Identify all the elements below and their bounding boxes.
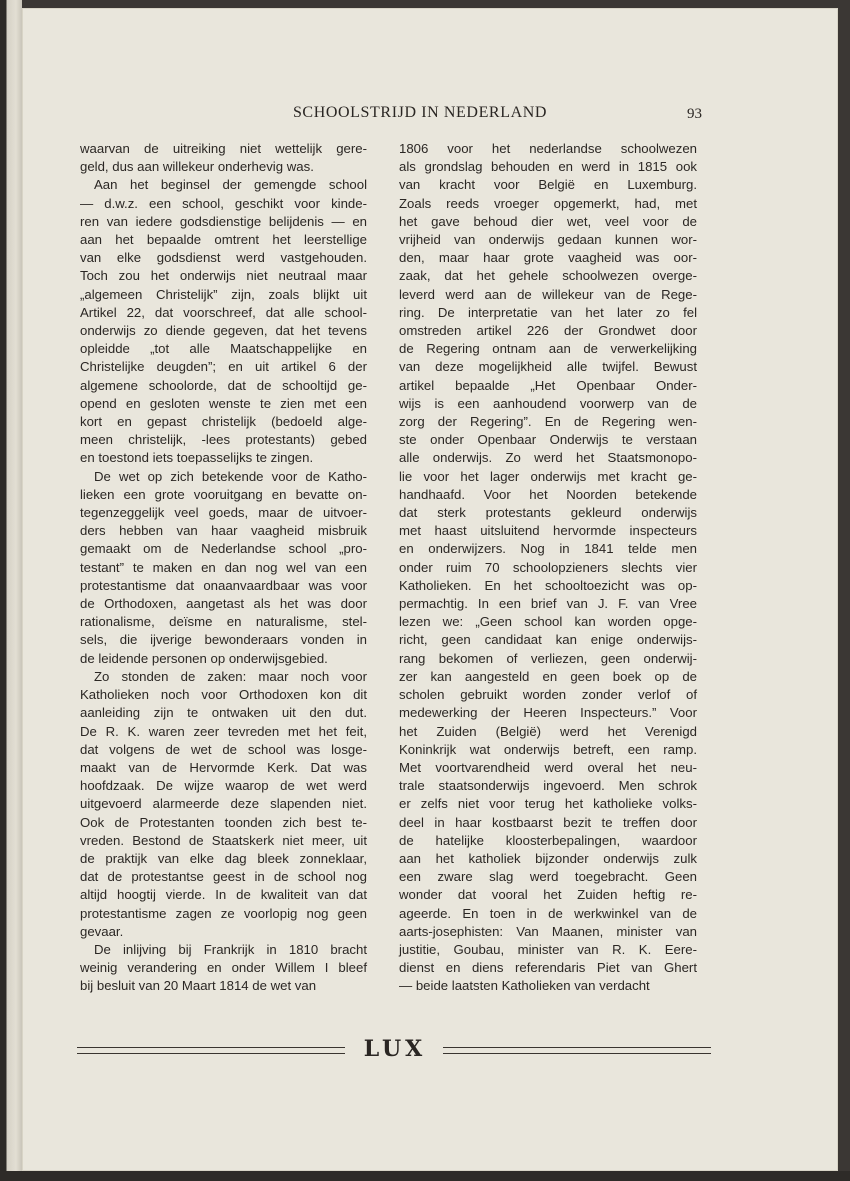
text-line: Katholieken noch voor Orthodoxen kon dit [80, 687, 367, 703]
text-line: ageerde. En toen in de werkwinkel van de [399, 905, 697, 921]
text-line: ren van iedere godsdienstige belijdenis — en [80, 213, 367, 229]
text-line: altijd hoogtij vierde. In de kwaliteit van dat [80, 887, 367, 903]
text-line: onderwijs zo diende gegeven, dat het tevens [80, 323, 367, 339]
text-line: handhaafd. Voor het Noorden betekende [399, 486, 697, 502]
text-line: met haast uitsluitend hervormde inspecteurs [399, 523, 697, 539]
text-column-left [80, 140, 367, 996]
text-line: lie voor het lager onderwijs met kracht ge- [399, 468, 697, 484]
text-line: het gave behoud dier wet, veel voor de [399, 213, 697, 229]
text-line: alle onderwijs. Zo werd het Staatsmonopo- [399, 450, 697, 466]
text-line: scholen gebruikt worden zonder verlof of [399, 687, 697, 703]
text-line: Artikel 22, dat voorschreef, dat alle school- [80, 304, 367, 320]
footer-logo: LUX [363, 1036, 427, 1062]
text-line: leverd werd aan de willekeur van de Rege- [399, 286, 697, 302]
text-line: gevaar. [80, 923, 124, 939]
text-line: permachtig. In een brief van J. F. van Vree [399, 596, 697, 612]
text-line: een zware slag werd toegebracht. Geen [399, 869, 697, 885]
book-binding-edge [0, 0, 22, 1181]
text-line: Met voortvarendheid werd overal het neu- [399, 759, 697, 775]
text-line: protestantisme dat onaanvaardbaar was voor [80, 577, 367, 593]
text-line: lieken een grote vooruitgang en bevatte on- [80, 486, 367, 502]
running-header [22, 104, 838, 126]
text-line: — beide laatsten Katholieken van verdacht [399, 978, 650, 994]
text-line: vrijheid van onderwijs gedaan kunnen wor- [399, 232, 697, 248]
text-line: zorg der Regering”. En de Regering wen- [399, 414, 697, 430]
text-line: de Regering ontnam aan de verwerkelijking [399, 341, 697, 357]
scan-bottom-edge [0, 1171, 850, 1181]
text-line: van kracht voor België en Luxemburg. [399, 177, 697, 193]
text-line: Toch zou het onderwijs niet neutraal maar [80, 268, 367, 284]
text-line: De wet op zich betekende voor de Katho- [94, 468, 367, 484]
text-line: ders hebben van haar vaagheid misbruik [80, 523, 367, 539]
text-line: Ook de Protestanten toonden zich best te- [80, 814, 367, 830]
text-line: de praktijk van elke dag bleek zonneklaar, [80, 850, 367, 866]
text-line: Koninkrijk wat onderwijs betreft, een ramp. [399, 741, 697, 757]
text-line: ste onder Openbaar Onderwijs te verstaan [399, 432, 697, 448]
text-line: tegenzeggelijk veel goeds, maar de uitvoer- [80, 505, 367, 521]
text-line: van elke godsdienst werd vastgehouden. [80, 250, 367, 266]
text-line: de Orthodoxen, aangetast als het was door [80, 596, 367, 612]
page-number: 93 [687, 106, 702, 122]
text-line: aarts-josephisten: Van Maanen, minister van [399, 923, 697, 939]
text-line: medewerking der Heeren Inspecteurs.” Voor [399, 705, 697, 721]
text-line: gemaakt om de Nederlandse school „pro- [80, 541, 367, 557]
text-line: het Zuiden (België) werd het Verenigd [399, 723, 697, 739]
text-line: 1806 voor het nederlandse schoolwezen [399, 141, 697, 156]
text-line: waarvan de uitreiking niet wettelijk gere- [80, 141, 367, 156]
text-line: aan het katholiek bijzonder onderwijs zulk [399, 850, 697, 866]
running-title: SCHOOLSTRIJD IN NEDERLAND [292, 104, 548, 121]
text-line: artikel bepaalde „Het Openbaar Onder- [399, 377, 697, 393]
text-line: algemene schoolorde, dat de schooltijd ge- [80, 377, 367, 393]
text-line: den, maar haar grote vaagheid was oor- [399, 250, 697, 266]
text-line: testant” te maken en dan nog wel van een [80, 559, 367, 575]
text-line: aanleiding zijn te ontwaken uit den dut. [80, 705, 367, 721]
text-line: zaak, dat het gehele schoolwezen overge- [399, 268, 697, 284]
text-line: De inlijving bij Frankrijk in 1810 bracht [94, 941, 367, 957]
text-line: van deze mogelijkheid alle twijfel. Bewust [399, 359, 697, 375]
text-line: opend en gesloten wenste te zien met een [80, 395, 367, 411]
text-line: maakt van de Hervormde Kerk. Dat was [80, 759, 367, 775]
text-line: vreden. Bestond de Staatskerk niet meer, uit [80, 832, 367, 848]
text-line: opleidde „tot alle Maatschappelijke en [80, 341, 367, 357]
book-page [22, 8, 838, 1171]
text-line: geld, dus aan willekeur onderhevig was. [80, 159, 314, 175]
text-line: Katholieken. En het schooltoezicht was op- [399, 577, 697, 593]
text-line: Christelijke deugden”; en uit artikel 6 der [80, 359, 367, 375]
text-line: trale staatsonderwijs ingevoerd. Men schrok [399, 778, 697, 794]
text-line: rang bekomen of verliezen, geen onderwij- [399, 650, 697, 666]
text-line: — d.w.z. een school, geschikt voor kinde- [80, 195, 367, 211]
text-line: er zelfs niet voor terug het katholieke volks- [399, 796, 697, 812]
text-line: en toestond iets toepasselijks te zingen. [80, 450, 314, 466]
text-line: „algemeen Christelijk” zijn, zoals blijkt uit [80, 286, 367, 302]
text-line: zer kan aangesteld en geen boek op de [399, 668, 697, 684]
text-line: dat volgens de wet de school was losge- [80, 741, 367, 757]
text-line: weinig verandering en onder Willem I bleef [80, 960, 367, 976]
text-line: ring. De interpretatie van het later zo fel [399, 304, 697, 320]
text-line: Zoals reeds vroeger opgemerkt, had, met [399, 195, 697, 211]
text-line: wonder dat vooral het Zuiden heftig re- [399, 887, 697, 903]
text-line: dienst en diens referendaris Piet van Ghert [399, 960, 697, 976]
text-line: bij besluit van 20 Maart 1814 de wet van [80, 978, 317, 994]
text-line: dat sterk protestants gekleurd onderwijs [399, 505, 697, 521]
text-line: Aan het beginsel der gemengde school [94, 177, 367, 193]
text-line: de leidende personen op onderwijsgebied. [80, 650, 328, 666]
text-line: dat de protestantse geest in de school nog [80, 869, 367, 885]
text-line: rationalisme, deïsme en naturalisme, stel- [80, 614, 367, 630]
text-line: richt, geen candidaat kan enige onderwijs- [399, 632, 697, 648]
footer-ornament [77, 1038, 711, 1062]
text-line: hoofdzaak. De wijze waarop de wet werd [80, 778, 367, 794]
text-line: sels, die ijverige bewonderaars vonden in [80, 632, 367, 648]
text-column-right [399, 140, 697, 996]
text-line: wijs is een aanhoudend voorwerp van de [399, 395, 697, 411]
text-line: meen christelijk, -lees protestants) gebed [80, 432, 367, 448]
text-line: justitie, Goubau, minister van R. K. Eere- [399, 941, 697, 957]
text-line: protestantisme zagen ze voorlopig nog geen [80, 905, 367, 921]
footer-rule-left [77, 1047, 345, 1054]
text-line: deel in haar kostbaarst bezit te treffen door [399, 814, 697, 830]
text-line: omstreden artikel 226 der Grondwet door [399, 323, 697, 339]
text-line: uitgevoerd alarmeerde deze slapenden niet. [80, 796, 367, 812]
text-line: de hatelijke kloosterbepalingen, waardoor [399, 832, 697, 848]
text-line: lezen we: „Geen school kan worden opge- [399, 614, 697, 630]
text-line: aan het bepaalde omtrent het leerstellige [80, 232, 367, 248]
text-line: onder ruim 70 schoolopzieners slechts vier [399, 559, 697, 575]
text-line: Zo stonden de zaken: maar noch voor [94, 668, 367, 684]
footer-rule-right [443, 1047, 711, 1054]
text-line: De R. K. waren zeer tevreden met het feit, [80, 723, 367, 739]
text-line: kort en gepast christelijk (bedoeld alge- [80, 414, 367, 430]
text-line: als grondslag behouden en werd in 1815 ook [399, 159, 697, 175]
text-line: en onderwijzers. Nog in 1841 telde men [399, 541, 697, 557]
